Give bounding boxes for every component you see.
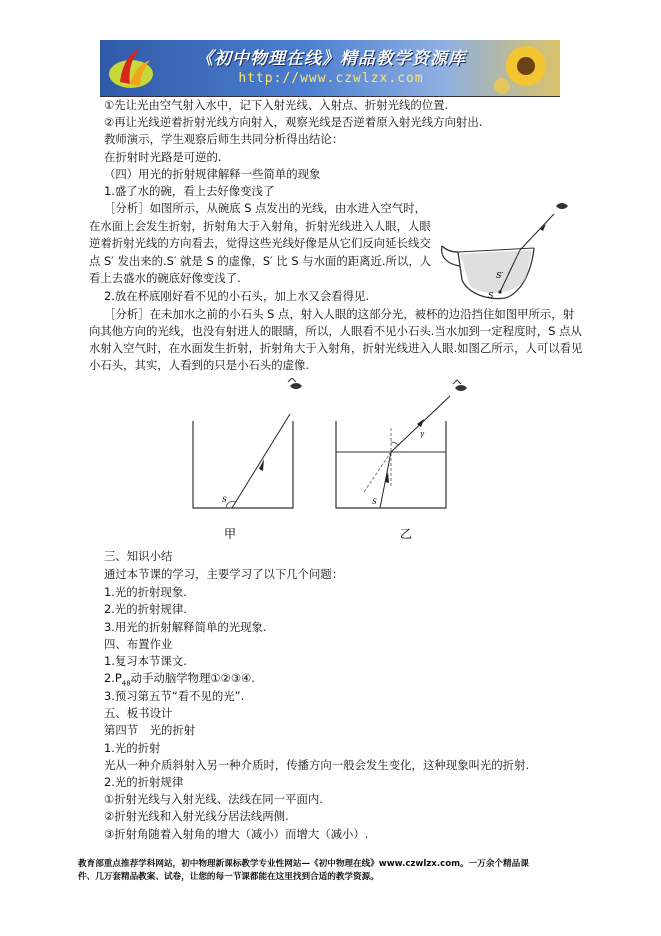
- site-title: 《初中物理在线》精品教学资源库: [196, 49, 466, 69]
- list-item: ②折射光线和入射光线分居法线两侧.: [104, 809, 289, 823]
- list-item: 2.光的折射规律.: [104, 602, 187, 616]
- section-heading: 五、板书设计: [104, 706, 173, 720]
- label-s: S: [372, 498, 377, 506]
- text-line: 教师演示，学生观察后师生共同分析得出结论：: [104, 132, 344, 146]
- text-line: 逆着折射光线的方向看去，觉得这些光线好像是从它们反向延长线交: [89, 236, 431, 250]
- text-line: 光从一种介质斜射入另一种介质时，传播方向一般会发生变化，这种现象叫光的折射.: [104, 758, 530, 772]
- list-item: 1.光的折射现象.: [104, 585, 187, 599]
- text-line: 第四节 光的折射: [104, 723, 196, 737]
- list-item: ①折射光线与入射光线、法线在同一平面内.: [104, 792, 323, 806]
- text-line: ②再让光线逆着折射光线方向射入，观察光线是否逆着原入射光线方向射出.: [104, 115, 483, 129]
- header-banner: [100, 40, 560, 96]
- text-line: 通过本节课的学习，主要学习了以下几个问题：: [104, 567, 344, 581]
- section-heading: 三、知识小结: [104, 549, 173, 563]
- text-line: 在水面上会发生折射，折射角大于入射角，折射光线进入人眼，人眼: [89, 219, 431, 233]
- cup-diagram-a: [180, 378, 330, 546]
- section-heading: 四、布置作业: [104, 637, 173, 651]
- text-line: ［分析］如图所示，从碗底 S 点发出的光线，由水进入空气时，: [104, 201, 427, 215]
- text-part: 2.P: [104, 671, 122, 685]
- label-s-prime: S′: [496, 271, 504, 280]
- label-gamma: γ: [420, 430, 425, 438]
- text-line: 看上去盛水的碗底好像变浅了.: [89, 271, 241, 285]
- text-line: 2.放在杯底刚好看不见的小石头，加上水又会看得见.: [104, 289, 370, 303]
- list-item: ③折射角随着入射角的增大（减小）而增大（减小）.: [104, 827, 369, 841]
- text-line: 小石头，其实，人看到的只是小石头的虚像.: [89, 358, 310, 372]
- cup-diagram-b: [328, 378, 488, 546]
- text-line: 水射入空气时，在水面发生折射，折射角大于入射角，折射光线进入人眼.如图乙所示，人可以看见: [89, 341, 583, 355]
- footer-line: 教育部重点推荐学科网站，初中物理新课标教学专业性网站—《初中物理在线》www.czwlzx.com。一万余个精品课: [78, 859, 529, 869]
- label-s: S: [222, 496, 227, 504]
- caption-jia: 甲: [224, 527, 237, 541]
- sunflower-icon: [492, 42, 552, 94]
- logo-icon: [106, 44, 156, 92]
- site-url[interactable]: http://www.czwlzx.com: [238, 71, 424, 86]
- list-item: 3.预习第五节“看不见的光”.: [104, 689, 245, 703]
- text-line: 向其他方向的光线，也没有射进人的眼睛，所以，人眼看不见小石头.当水加到一定程度时，S 点从: [89, 324, 582, 338]
- bowl-diagram: [440, 198, 570, 304]
- list-item: 3.用光的折射解释简单的光现象.: [104, 620, 267, 634]
- text-line: 在折射时光路是可逆的.: [104, 150, 222, 164]
- footer: [78, 858, 588, 884]
- text-line: 1.光的折射: [104, 741, 161, 755]
- page-subscript: 48: [121, 679, 131, 688]
- list-item: 1.复习本节课文.: [104, 654, 187, 668]
- text-line: 1.盛了水的碗，看上去好像变浅了: [104, 184, 275, 198]
- label-s: S: [488, 291, 494, 300]
- text-line: 2.光的折射规律: [104, 775, 184, 789]
- text-part: 动手动脑学物理①②③④.: [130, 671, 255, 685]
- text-line: 点 S′ 发出来的.S′ 就是 S 的虚像，S′ 比 S 与水面的距离近.所以，人: [89, 254, 432, 268]
- caption-yi: 乙: [400, 527, 413, 541]
- text-line: ①先让光由空气射入水中，记下入射光线、入射点、折射光线的位置.: [104, 98, 449, 112]
- text-line: ［分析］在未加水之前的小石头 S 点，射入人眼的这部分光，被杯的边沿挡住如图甲所示，射: [104, 307, 575, 321]
- section-heading: （四）用光的折射规律解释一些简单的现象: [104, 167, 321, 181]
- footer-line: 件、几万套精品教案、试卷，让您的每一节课都能在这里找到合适的教学资源。: [78, 872, 379, 882]
